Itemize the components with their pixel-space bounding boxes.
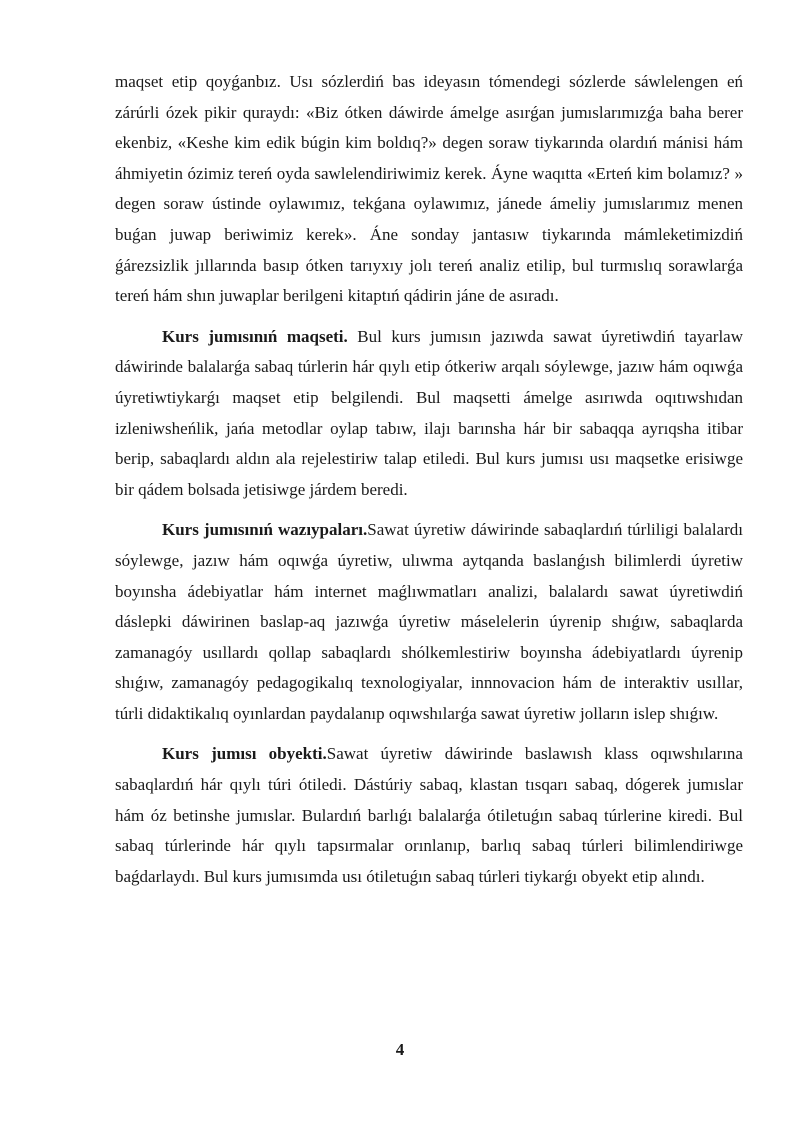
paragraph-intro (115, 67, 743, 312)
heading-course-object: Kurs jumısı obyekti. (162, 744, 327, 764)
paragraph-intro-text: maqset etip qoyǵanbız. Usı sózlerdiń bas ideyasın tómendegi sózlerde sáwlelengen eń zárúrli ózek pikir quraydı: «Biz ótken dáwirde ámelge asırǵan jumıslarımızǵa baha berer ekenbiz, «Keshe kim edik búgin kim boldıq?» degen soraw tiykarında olardıń mánisi hám áhmiyetin ózimiz tereń oyda sawlelendiriwimiz kerek. Áyne waqıtta «Erteń kim bolamız? » degen soraw ústinde oylawımız, tekǵana oylawımız, jánede ámeliy jumıslarımız menen buǵan juwap beriwimiz kerek». Áne sonday jantasıw tiykarında mámleketimizdiń ǵárezsizlik jıllarında basıp ótken tarıyxıy jolı tereń analiz etilip, bul turmıslıq sorawlarǵa tereń hám shın juwaplar berilgeni kitaptıń qádirin jáne de asıradı. (115, 72, 743, 306)
paragraph-course-goal-text: Bul kurs jumısın jazıwda sawat úyretiwdiń tayarlaw dáwirinde balalarǵa sabaq túrlerin hár qıylı etip ótkeriw arqalı sóylewge, jazıw hám oqıwǵa úyretiwtiykarǵı maqset etip belgilendi. Bul maqsetti ámelge asırıwda oqıtıwshıdan izleniwsheńlik, jańa metodlar oylap tabıw, ilajı barınsha hár bir sabaqqa ayrıqsha itibar berip, sabaqlardı aldın ala rejelestiriw talap etiledi. Bul kurs jumısı usı maqsetke erisiwge bir qádem bolsada jetisiwge járdem beredi. (115, 326, 743, 499)
page-number: 4 (395, 1040, 405, 1059)
paragraph-course-tasks-text: Sawat úyretiw dáwirinde sabaqlardıń túrliligi balalardı sóylewge, jazıw hám oqıwǵa úyretiw, ulıwma aytqanda baslanǵısh bilimlerdi úyretiw boyınsha ádebiyatlar hám internet maǵlıwmatları analizi, balalardı sawat úyretiwdiń dáslepki dáwirinen baslap-aq jazıwǵa úyretiw máselelerin úyrenip shıǵıw, sabaqlarda zamanagóy usıllardı qollap sabaqlardı shólkemlestiriw boyınsha ádebiyatlardı úyrenip shıǵıw, zamanagóy pedagogikalıq texnologiyalar, innnovacion hám de interaktiv usıllar, túrli didaktikalıq oyınlardan paydalanıp oqıwshılarǵa sawat úyretiw jolların islep shıǵıw. (115, 520, 743, 723)
heading-course-goal: Kurs jumısınıń maqseti. (162, 326, 348, 346)
paragraph-course-tasks (115, 515, 743, 729)
paragraph-course-object-text: Sawat úyretiw dáwirinde baslawısh klass oqıwshılarına sabaqlardıń hár qıylı túri ótiledi. Dástúriy sabaq, klastan tısqarı sabaq, dógerek jumıslar hám óz betinshe jumıslar. Bulardıń barlıǵı balalarǵa ótiletuǵın sabaq túrlerine kiredi. Bul sabaq túrlerinde hár qıylı tapsırmalar orınlanıp, barlıq sabaq túrleri bilimlendiriwge baǵdarlaydı. Bul kurs jumısımda usı ótiletuǵın sabaq túrleri tiykarǵı obyekt etip alındı. (115, 744, 743, 886)
paragraph-course-goal (115, 322, 743, 506)
paragraph-course-object (115, 739, 743, 892)
heading-course-tasks: Kurs jumısınıń wazıypaları. (162, 520, 368, 540)
